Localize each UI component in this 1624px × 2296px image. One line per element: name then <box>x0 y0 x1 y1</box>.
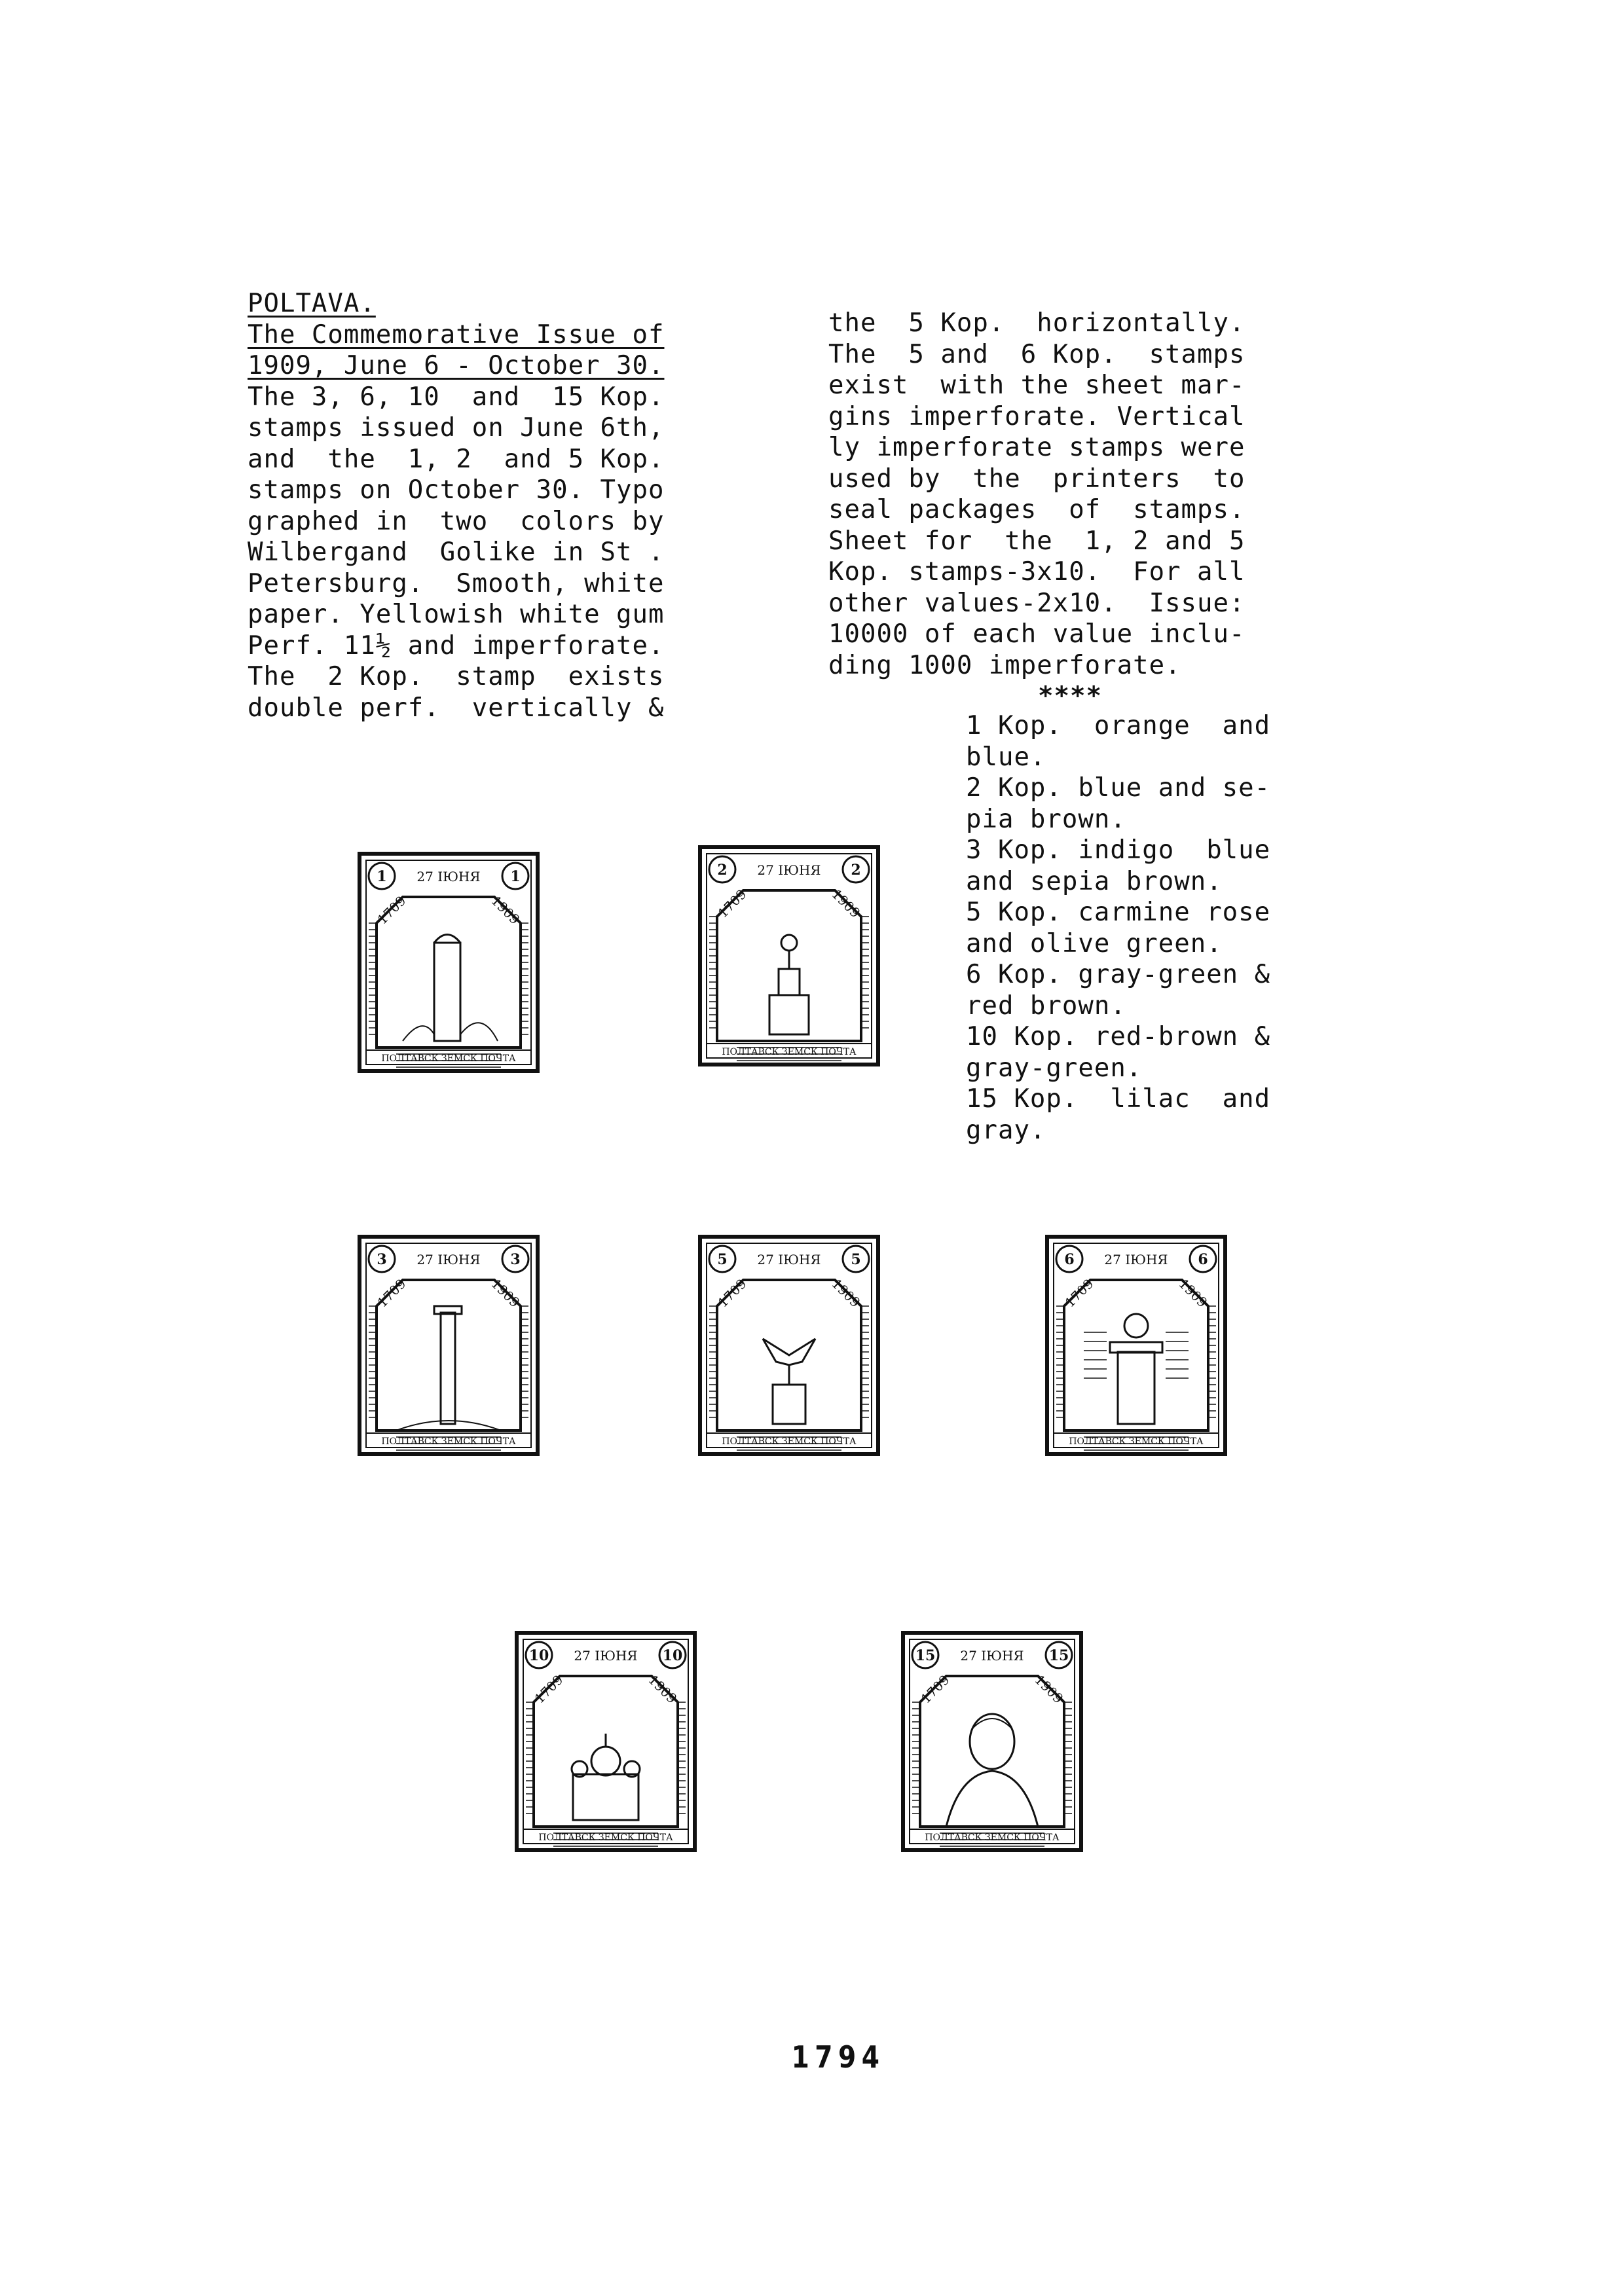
section-subtitle-line-2: 1909, June 6 - October 30. <box>248 351 665 380</box>
stamp-year-right: 1909 <box>488 892 523 928</box>
text-line: stamps issued on June 6th, <box>248 413 665 443</box>
stamp-inscription: ПОЛТАВСК ЗЕМСК ПОЧТА <box>381 1436 516 1447</box>
stamp-inscription: ПОЛТАВСК ЗЕМСК ПОЧТА <box>925 1832 1060 1843</box>
stamp-inscription: ПОЛТАВСК ЗЕМСК ПОЧТА <box>722 1436 857 1447</box>
stamp-denomination-right: 3 <box>510 1251 521 1268</box>
stamp-engraving <box>1044 1234 1228 1457</box>
stamp-inscription: ПОЛТАВСК ЗЕМСК ПОЧТА <box>722 1047 857 1057</box>
text-line: and the 1, 2 and 5 Kop. <box>248 444 665 474</box>
page-number: 1794 <box>791 2039 885 2075</box>
text-line: The 3, 6, 10 and 15 Kop. <box>248 382 665 412</box>
stamp-denomination-right: 6 <box>1198 1251 1208 1268</box>
color-list-line: 5 Kop. carmine rose <box>966 898 1271 927</box>
stamp-engraving <box>357 1234 540 1457</box>
right-text-column <box>828 308 1326 712</box>
stamp-engraving <box>514 1630 697 1853</box>
text-line: other values-2x10. Issue: <box>828 588 1246 618</box>
stamp-inscription: ПОЛТАВСК ЗЕМСК ПОЧТА <box>381 1053 516 1064</box>
stamp-15-kop <box>900 1630 1084 1853</box>
stamp-date: 27 ІЮНЯ <box>757 862 821 878</box>
text-line: double perf. vertically & <box>248 693 665 723</box>
stamp-date: 27 ІЮНЯ <box>757 1252 821 1267</box>
stamp-year-left: 1709 <box>714 1275 750 1311</box>
stamp-year-left: 1709 <box>1061 1275 1097 1311</box>
stamp-engraving <box>900 1630 1084 1853</box>
stamp-scene <box>396 1306 501 1450</box>
stamp-denomination-left: 10 <box>528 1647 549 1664</box>
text-line: Kop. stamps-3x10. For all <box>828 557 1246 587</box>
stamp-scene <box>396 935 501 1068</box>
stamp-year-right: 1909 <box>828 1275 864 1311</box>
color-list-line: gray-green. <box>966 1053 1143 1083</box>
color-list-line: gray. <box>966 1115 1046 1145</box>
stamp-10-kop <box>514 1630 697 1853</box>
stamp-denomination-left: 3 <box>377 1251 387 1268</box>
color-list-line: 2 Kop. blue and se- <box>966 773 1271 803</box>
text-line: Wilbergand Golike in St . <box>248 538 665 567</box>
stamp-date: 27 ІЮНЯ <box>416 869 481 884</box>
text-line: Petersburg. Smooth, white <box>248 568 665 598</box>
color-list-line: 15 Kop. lilac and <box>966 1084 1271 1114</box>
text-line: The 2 Kop. stamp exists <box>248 662 665 691</box>
stamp-engraving <box>697 845 881 1067</box>
stamp-6-kop <box>1044 1234 1228 1457</box>
color-list-line: 3 Kop. indigo blue <box>966 835 1271 865</box>
text-line: paper. Yellowish white gum <box>248 600 665 629</box>
color-list-line: 10 Kop. red-brown & <box>966 1022 1271 1051</box>
color-list-line: blue. <box>966 742 1046 772</box>
stamp-2-kop <box>697 845 881 1067</box>
text-line: ly imperforate stamps were <box>828 433 1246 462</box>
stamp-inscription: ПОЛТАВСК ЗЕМСК ПОЧТА <box>538 1832 673 1843</box>
stamp-year-right: 1909 <box>645 1671 680 1707</box>
stamp-inscription: ПОЛТАВСК ЗЕМСК ПОЧТА <box>1069 1436 1204 1447</box>
section-title: POLTAVA. <box>248 289 376 318</box>
stamp-engraving <box>357 851 540 1074</box>
stamp-color-list <box>966 710 1333 1146</box>
text-line: used by the printers to <box>828 464 1246 494</box>
color-list-line: 6 Kop. gray-green & <box>966 960 1271 989</box>
stamp-year-left: 1709 <box>374 1275 409 1311</box>
color-list-line: red brown. <box>966 991 1126 1021</box>
text-line: Perf. 11½ and imperforate. <box>248 630 665 661</box>
stamp-year-right: 1909 <box>488 1275 523 1311</box>
stamp-engraving <box>697 1234 881 1457</box>
stamp-denomination-left: 6 <box>1064 1251 1075 1268</box>
stamp-date: 27 ІЮНЯ <box>960 1648 1024 1664</box>
stamp-5-kop <box>697 1234 881 1457</box>
text-line: seal packages of stamps. <box>828 495 1246 524</box>
stamp-denomination-left: 5 <box>717 1251 728 1268</box>
stamp-year-left: 1709 <box>917 1671 953 1707</box>
stamp-denomination-right: 15 <box>1048 1647 1069 1664</box>
stamp-1-kop <box>357 851 540 1074</box>
text-line: graphed in two colors by <box>248 506 665 536</box>
stamp-date: 27 ІЮНЯ <box>416 1252 481 1267</box>
text-line: exist with the sheet mar- <box>828 371 1246 400</box>
stamp-denomination-right: 10 <box>662 1647 683 1664</box>
stamp-denomination-right: 1 <box>510 868 521 885</box>
stamp-year-left: 1709 <box>374 892 409 928</box>
color-list-line: and olive green. <box>966 928 1223 958</box>
stamp-year-left: 1709 <box>714 886 750 921</box>
stamp-year-left: 1709 <box>531 1671 566 1707</box>
section-subtitle-line-1: The Commemorative Issue of <box>248 319 665 350</box>
stamp-denomination-left: 15 <box>915 1647 936 1664</box>
stamp-3-kop <box>357 1234 540 1457</box>
text-line: stamps on October 30. Typo <box>248 475 665 505</box>
stamp-denomination-right: 5 <box>851 1251 861 1268</box>
stamp-year-right: 1909 <box>828 886 864 921</box>
stamp-date: 27 ІЮНЯ <box>1104 1252 1168 1267</box>
left-text-column <box>248 288 732 723</box>
text-line: the 5 Kop. horizontally. <box>828 308 1246 338</box>
stamp-date: 27 ІЮНЯ <box>574 1648 638 1664</box>
text-line: gins imperforate. Vertical <box>828 401 1246 431</box>
section-separator: **** <box>1038 682 1102 711</box>
stamp-year-right: 1909 <box>1031 1671 1067 1707</box>
color-list-line: 1 Kop. orange and <box>966 711 1271 740</box>
stamp-scene <box>940 1714 1044 1846</box>
text-line: Sheet for the 1, 2 and 5 <box>828 526 1246 556</box>
stamp-year-right: 1909 <box>1175 1275 1211 1311</box>
stamp-denomination-left: 2 <box>717 862 728 879</box>
color-list-line: and sepia brown. <box>966 866 1223 896</box>
text-line: ding 1000 imperforate. <box>828 650 1181 680</box>
text-line: 10000 of each value inclu- <box>828 619 1246 649</box>
stamp-denomination-left: 1 <box>377 868 387 885</box>
text-line: The 5 and 6 Kop. stamps <box>828 339 1246 369</box>
stamp-denomination-right: 2 <box>851 862 861 879</box>
color-list-line: pia brown. <box>966 804 1126 834</box>
